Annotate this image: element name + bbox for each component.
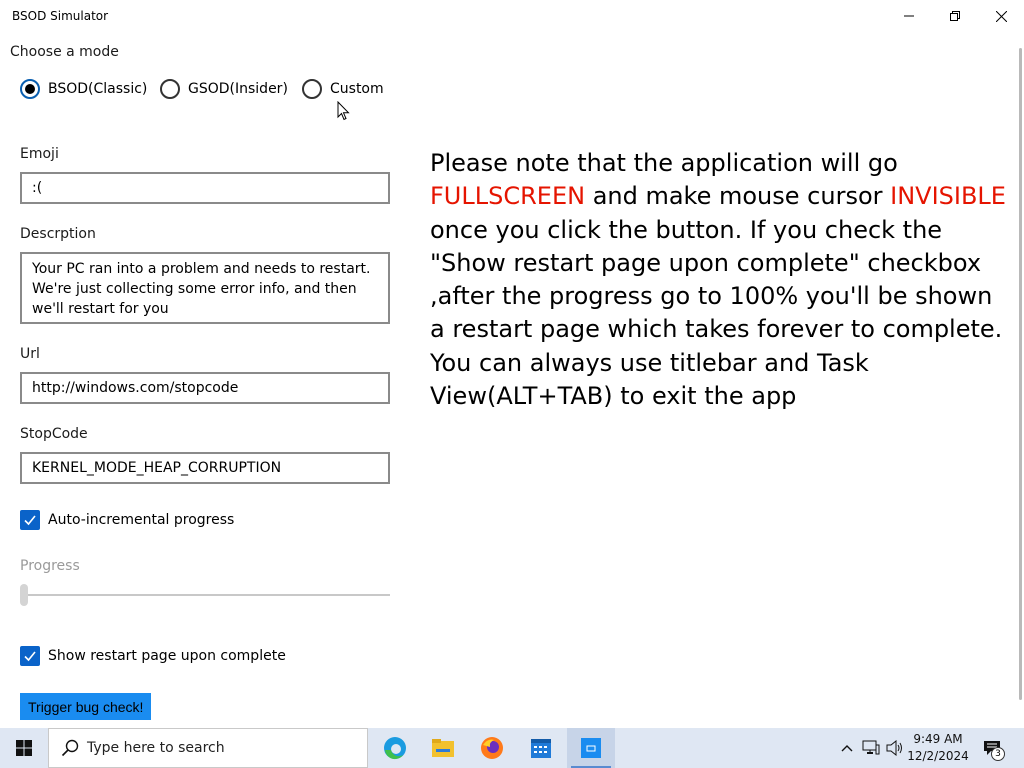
restore-button[interactable] [932,0,978,32]
url-label: Url [20,346,40,362]
search-icon [61,739,79,757]
taskbar-app-bsod-simulator[interactable] [567,728,615,768]
taskbar-app-firefox[interactable] [468,728,516,768]
taskbar-app-file-explorer[interactable] [419,728,467,768]
network-icon [862,740,880,756]
radio-custom[interactable] [302,78,384,100]
radio-indicator [302,79,322,99]
checkbox-label: Auto-incremental progress [48,512,235,528]
radio-label: BSOD(Classic) [48,81,148,97]
stopcode-label: StopCode [20,426,88,442]
note-text: and make mouse cursor [585,182,891,211]
description-label: Descrption [20,226,96,242]
url-input[interactable]: http://windows.com/stopcode [20,372,390,404]
close-icon [996,11,1007,22]
taskbar-search-box[interactable] [48,728,368,768]
firefox-icon [480,736,504,760]
file-explorer-icon [431,737,455,759]
speaker-icon [886,740,904,756]
trigger-bug-check-button[interactable]: Trigger bug check! [20,693,151,720]
note-text: once you click the button. If you check the "Show restart page upon complete" checkbox ,after the progress go to 100% you'll be shown a restart page which takes forever to complete. [430,215,1003,344]
chevron-up-icon [841,744,853,752]
taskbar-app-edge[interactable] [371,728,419,768]
radio-label: Custom [330,81,384,97]
radio-gsod-insider[interactable] [160,78,288,100]
emoji-label: Emoji [20,146,59,162]
windows-logo-icon [16,740,32,756]
checkbox-checked-icon [20,510,40,530]
checkbox-label: Show restart page upon complete [48,648,286,664]
title-bar[interactable] [0,0,1024,32]
start-button[interactable] [0,728,48,768]
notification-count-badge: 3 [991,747,1005,761]
volume-button[interactable] [884,728,906,768]
clock-time: 9:49 AM [913,732,963,746]
note-fullscreen-highlight: FULLSCREEN [430,182,586,211]
radio-selected-indicator [20,79,40,99]
emoji-input[interactable]: :( [20,172,390,204]
clock[interactable] [904,731,972,765]
radio-bsod-classic[interactable] [20,78,147,100]
note-invisible-highlight: INVISIBLE [890,182,1006,211]
taskbar-app-calendar[interactable] [517,728,565,768]
calendar-icon [530,737,552,759]
show-hidden-icons-button[interactable] [838,728,856,768]
minimize-icon [904,11,914,21]
window-title: BSOD Simulator [12,9,109,23]
mode-group-label: Choose a mode [10,44,119,60]
stopcode-input[interactable]: KERNEL_MODE_HEAP_CORRUPTION [20,452,390,484]
taskbar [0,728,1024,768]
clock-date: 12/2/2024 [907,749,969,763]
minimize-button[interactable] [886,0,932,32]
close-button[interactable] [978,0,1024,32]
search-placeholder: Type here to search [87,740,225,756]
note-text: You can always use titlebar and Task View(ALT+TAB) to exit the app [430,348,869,411]
show-restart-checkbox[interactable] [20,646,286,666]
progress-slider-track [24,594,390,596]
mouse-cursor-icon [337,101,350,121]
description-textarea[interactable]: Your PC ran into a problem and needs to restart. We're just collecting some error info, and then we'll restart for you [20,252,390,324]
progress-label: Progress [20,558,80,574]
network-button[interactable] [860,728,882,768]
edge-icon [383,736,407,760]
restore-icon [950,11,960,21]
checkbox-checked-icon [20,646,40,666]
auto-progress-checkbox[interactable] [20,510,234,530]
bsod-simulator-icon [580,737,602,759]
radio-label: GSOD(Insider) [188,81,288,97]
note-text: Please note that the application will go [430,149,898,177]
vertical-scrollbar[interactable] [1019,48,1022,700]
progress-slider[interactable] [20,584,28,606]
fullscreen-warning-note [430,147,1010,413]
radio-indicator [160,79,180,99]
